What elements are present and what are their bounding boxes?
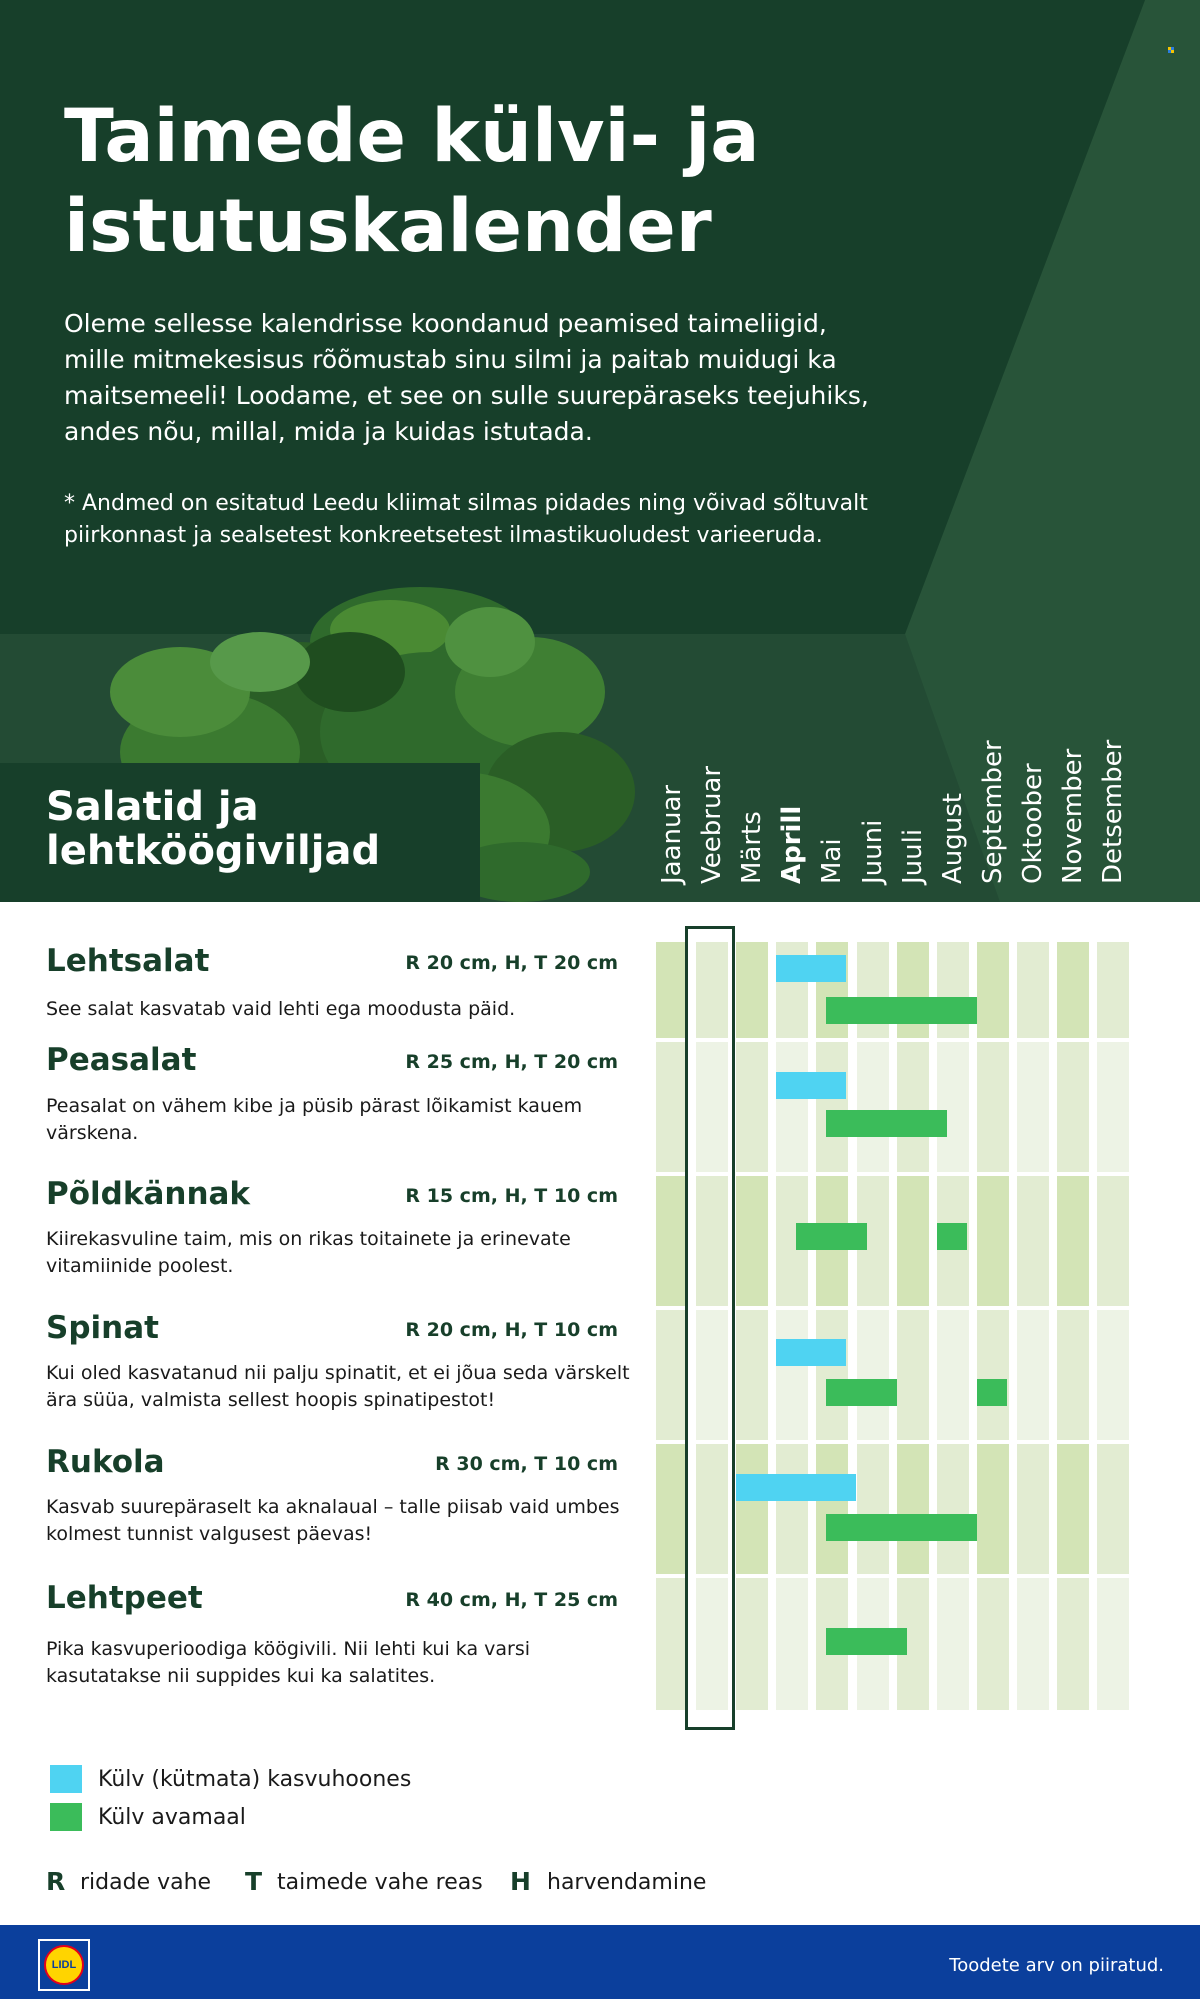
- calendar-cell: [857, 1310, 889, 1440]
- calendar-cell: [776, 1042, 808, 1172]
- legend-open-field-label: Külv avamaal: [98, 1805, 246, 1830]
- month-label-august: August: [937, 793, 968, 884]
- calendar-cell: [816, 1310, 848, 1440]
- calendar-cell: [977, 942, 1009, 1038]
- abbr-r-letter: R: [46, 1867, 66, 1896]
- plant-description: See salat kasvatab vaid lehti ega moodusta päid.: [46, 998, 516, 1020]
- greenhouse-sowing-bar: [736, 1474, 856, 1501]
- legend-greenhouse-swatch: [50, 1765, 82, 1793]
- calendar-cell: [937, 1444, 969, 1574]
- calendar-cell: [977, 1444, 1009, 1574]
- plant-name: Lehtpeet: [46, 1580, 203, 1616]
- month-label-märts: Märts: [737, 811, 768, 884]
- calendar-cell: [897, 1310, 929, 1440]
- calendar-cell: [977, 1042, 1009, 1172]
- open-field-sowing-bar: [796, 1223, 866, 1250]
- calendar-cell: [736, 1176, 768, 1306]
- open-field-sowing-bar: [826, 997, 976, 1024]
- plant-spacing-spec: R 20 cm, H, T 20 cm: [405, 952, 618, 974]
- legend-open-field-swatch: [50, 1803, 82, 1831]
- abbr-t-text: taimede vahe reas: [277, 1870, 483, 1895]
- calendar-cell: [977, 1176, 1009, 1306]
- month-label-september: September: [977, 740, 1008, 884]
- calendar-cell: [1057, 1578, 1089, 1710]
- calendar-cell: [977, 1578, 1009, 1710]
- month-label-jaanuar: Jaanuar: [657, 784, 687, 884]
- calendar-cell: [736, 942, 768, 1038]
- calendar-cell: [937, 1578, 969, 1710]
- calendar-cell: [1057, 1042, 1089, 1172]
- disclaimer-note: * Andmed on esitatud Leedu kliimat silmas pidades ning võivad sõltuvalt piirkonnast ja sealsetest konkreetsetest ilmastikuoludest varieeruda.: [64, 491, 868, 548]
- intro-text: Oleme sellesse kalendrisse koondanud peamised taimeliigid, mille mitmekesisus rõõmustab sinu silmi ja paitab muidugi ka maitsemeeli! Loodame, et see on sulle suurepäraseks teejuhiks, andes nõu, millal, mida ja kuidas istutada.: [64, 309, 869, 446]
- calendar-cell: [1017, 1444, 1049, 1574]
- greenhouse-sowing-bar: [776, 1339, 846, 1366]
- calendar-cell: [736, 1310, 768, 1440]
- plant-description: Peasalat on vähem kibe ja püsib pärast lõikamist kauem värskena.: [46, 1095, 583, 1144]
- month-label-veebruar: Veebruar: [697, 765, 728, 884]
- month-label-oktoober: Oktoober: [1017, 763, 1048, 884]
- calendar-cell: [1097, 1444, 1129, 1574]
- calendar-cell: [897, 1444, 929, 1574]
- footer-note: Toodete arv on piiratud.: [949, 1955, 1164, 1976]
- open-field-sowing-bar: [826, 1628, 906, 1655]
- calendar-cell: [1057, 1310, 1089, 1440]
- greenhouse-sowing-bar: [776, 1072, 846, 1099]
- month-label-aprill: Aprill: [777, 805, 808, 884]
- plant-spacing-spec: R 30 cm, T 10 cm: [435, 1453, 618, 1475]
- month-label-detsember: Detsember: [1098, 739, 1129, 884]
- open-field-sowing-bar: [826, 1379, 896, 1406]
- calendar-cell: [656, 1310, 688, 1440]
- calendar-cell: [776, 1310, 808, 1440]
- plant-name: Rukola: [46, 1444, 165, 1480]
- calendar-cell: [897, 1042, 929, 1172]
- calendar-cell: [1017, 1042, 1049, 1172]
- open-field-sowing-bar: [937, 1223, 967, 1250]
- plant-description: Pika kasvuperioodiga köögivili. Nii lehti kui ka varsi kasutatakse nii suppides kui ka salatites.: [46, 1638, 531, 1687]
- lidl-logo-text: LIDL: [44, 1945, 84, 1985]
- month-label-juuli: Juuli: [897, 828, 928, 884]
- greenhouse-sowing-bar: [776, 955, 846, 982]
- calendar-cell: [857, 1444, 889, 1574]
- page-title-line-1: Taimede külvi- ja: [64, 94, 760, 179]
- page-title-line-2: istutuskalender: [64, 184, 712, 269]
- plant-spacing-spec: R 25 cm, H, T 20 cm: [405, 1051, 618, 1073]
- calendar-cell: [656, 1444, 688, 1574]
- plant-name: Lehtsalat: [46, 943, 210, 979]
- calendar-cell: [1017, 1578, 1049, 1710]
- calendar-cell: [656, 1042, 688, 1172]
- plant-spacing-spec: R 40 cm, H, T 25 cm: [405, 1589, 618, 1611]
- calendar-cell: [977, 1310, 1009, 1440]
- plant-spacing-spec: R 20 cm, H, T 10 cm: [405, 1319, 618, 1341]
- calendar-cell: [1057, 942, 1089, 1038]
- open-field-sowing-bar: [826, 1110, 946, 1137]
- plant-spacing-spec: R 15 cm, H, T 10 cm: [405, 1185, 618, 1207]
- calendar-cell: [1017, 1176, 1049, 1306]
- calendar-cell: [656, 942, 688, 1038]
- calendar-cell: [1097, 942, 1129, 1038]
- plant-description: Kasvab suurepäraselt ka aknalaual – talle piisab vaid umbes kolmest tunnist valgusest päevas!: [46, 1496, 620, 1545]
- section-title: [46, 785, 380, 873]
- calendar-cell: [816, 1444, 848, 1574]
- calendar-cell: [937, 1042, 969, 1172]
- calendar-cell: [1097, 1578, 1129, 1710]
- calendar-cell: [736, 1578, 768, 1710]
- calendar-cell: [1097, 1042, 1129, 1172]
- calendar-cell: [816, 1042, 848, 1172]
- month-label-november: November: [1058, 748, 1088, 884]
- abbr-h-text: harvendamine: [547, 1870, 707, 1895]
- calendar-cell: [897, 1176, 929, 1306]
- calendar-cell: [776, 1444, 808, 1574]
- open-field-sowing-bar: [826, 1514, 976, 1541]
- abbr-r-text: ridade vahe: [80, 1870, 212, 1895]
- section-title-line-2: lehtköögiviljad: [46, 828, 381, 874]
- calendar-cell: [937, 1310, 969, 1440]
- plant-name: Peasalat: [46, 1042, 197, 1078]
- calendar-cell: [736, 1444, 768, 1574]
- calendar-cell: [857, 1042, 889, 1172]
- current-month-marker: [685, 926, 735, 1730]
- corner-mark-icon: [1168, 38, 1174, 44]
- calendar-cell: [1017, 942, 1049, 1038]
- calendar-cell: [1057, 1176, 1089, 1306]
- abbr-h-letter: H: [510, 1867, 531, 1896]
- calendar-cell: [736, 1042, 768, 1172]
- calendar-cell: [1097, 1310, 1129, 1440]
- plant-description: Kui oled kasvatanud nii palju spinatit, et ei jõua seda värskelt ära süüa, valmista sellest hoopis spinatipestot!: [46, 1362, 630, 1411]
- legend-greenhouse-label: Külv (kütmata) kasvuhoones: [98, 1767, 412, 1792]
- month-label-juuni: Juuni: [857, 819, 888, 884]
- abbr-t-letter: T: [245, 1867, 263, 1896]
- calendar-cell: [1097, 1176, 1129, 1306]
- plant-name: Spinat: [46, 1310, 159, 1346]
- calendar-cell: [776, 1578, 808, 1710]
- calendar-cell: [656, 1578, 688, 1710]
- calendar-cell: [656, 1176, 688, 1306]
- open-field-sowing-bar: [977, 1379, 1007, 1406]
- plant-description: Kiirekasvuline taim, mis on rikas toitainete ja erinevate vitamiinide poolest.: [46, 1228, 571, 1277]
- calendar-cell: [1057, 1444, 1089, 1574]
- calendar-cell: [1017, 1310, 1049, 1440]
- page-title: [64, 92, 964, 272]
- lidl-logo: [38, 1939, 90, 1991]
- plant-name: Põldkännak: [46, 1176, 251, 1212]
- month-label-mai: Mai: [817, 838, 848, 884]
- section-title-line-1: Salatid ja: [46, 784, 259, 830]
